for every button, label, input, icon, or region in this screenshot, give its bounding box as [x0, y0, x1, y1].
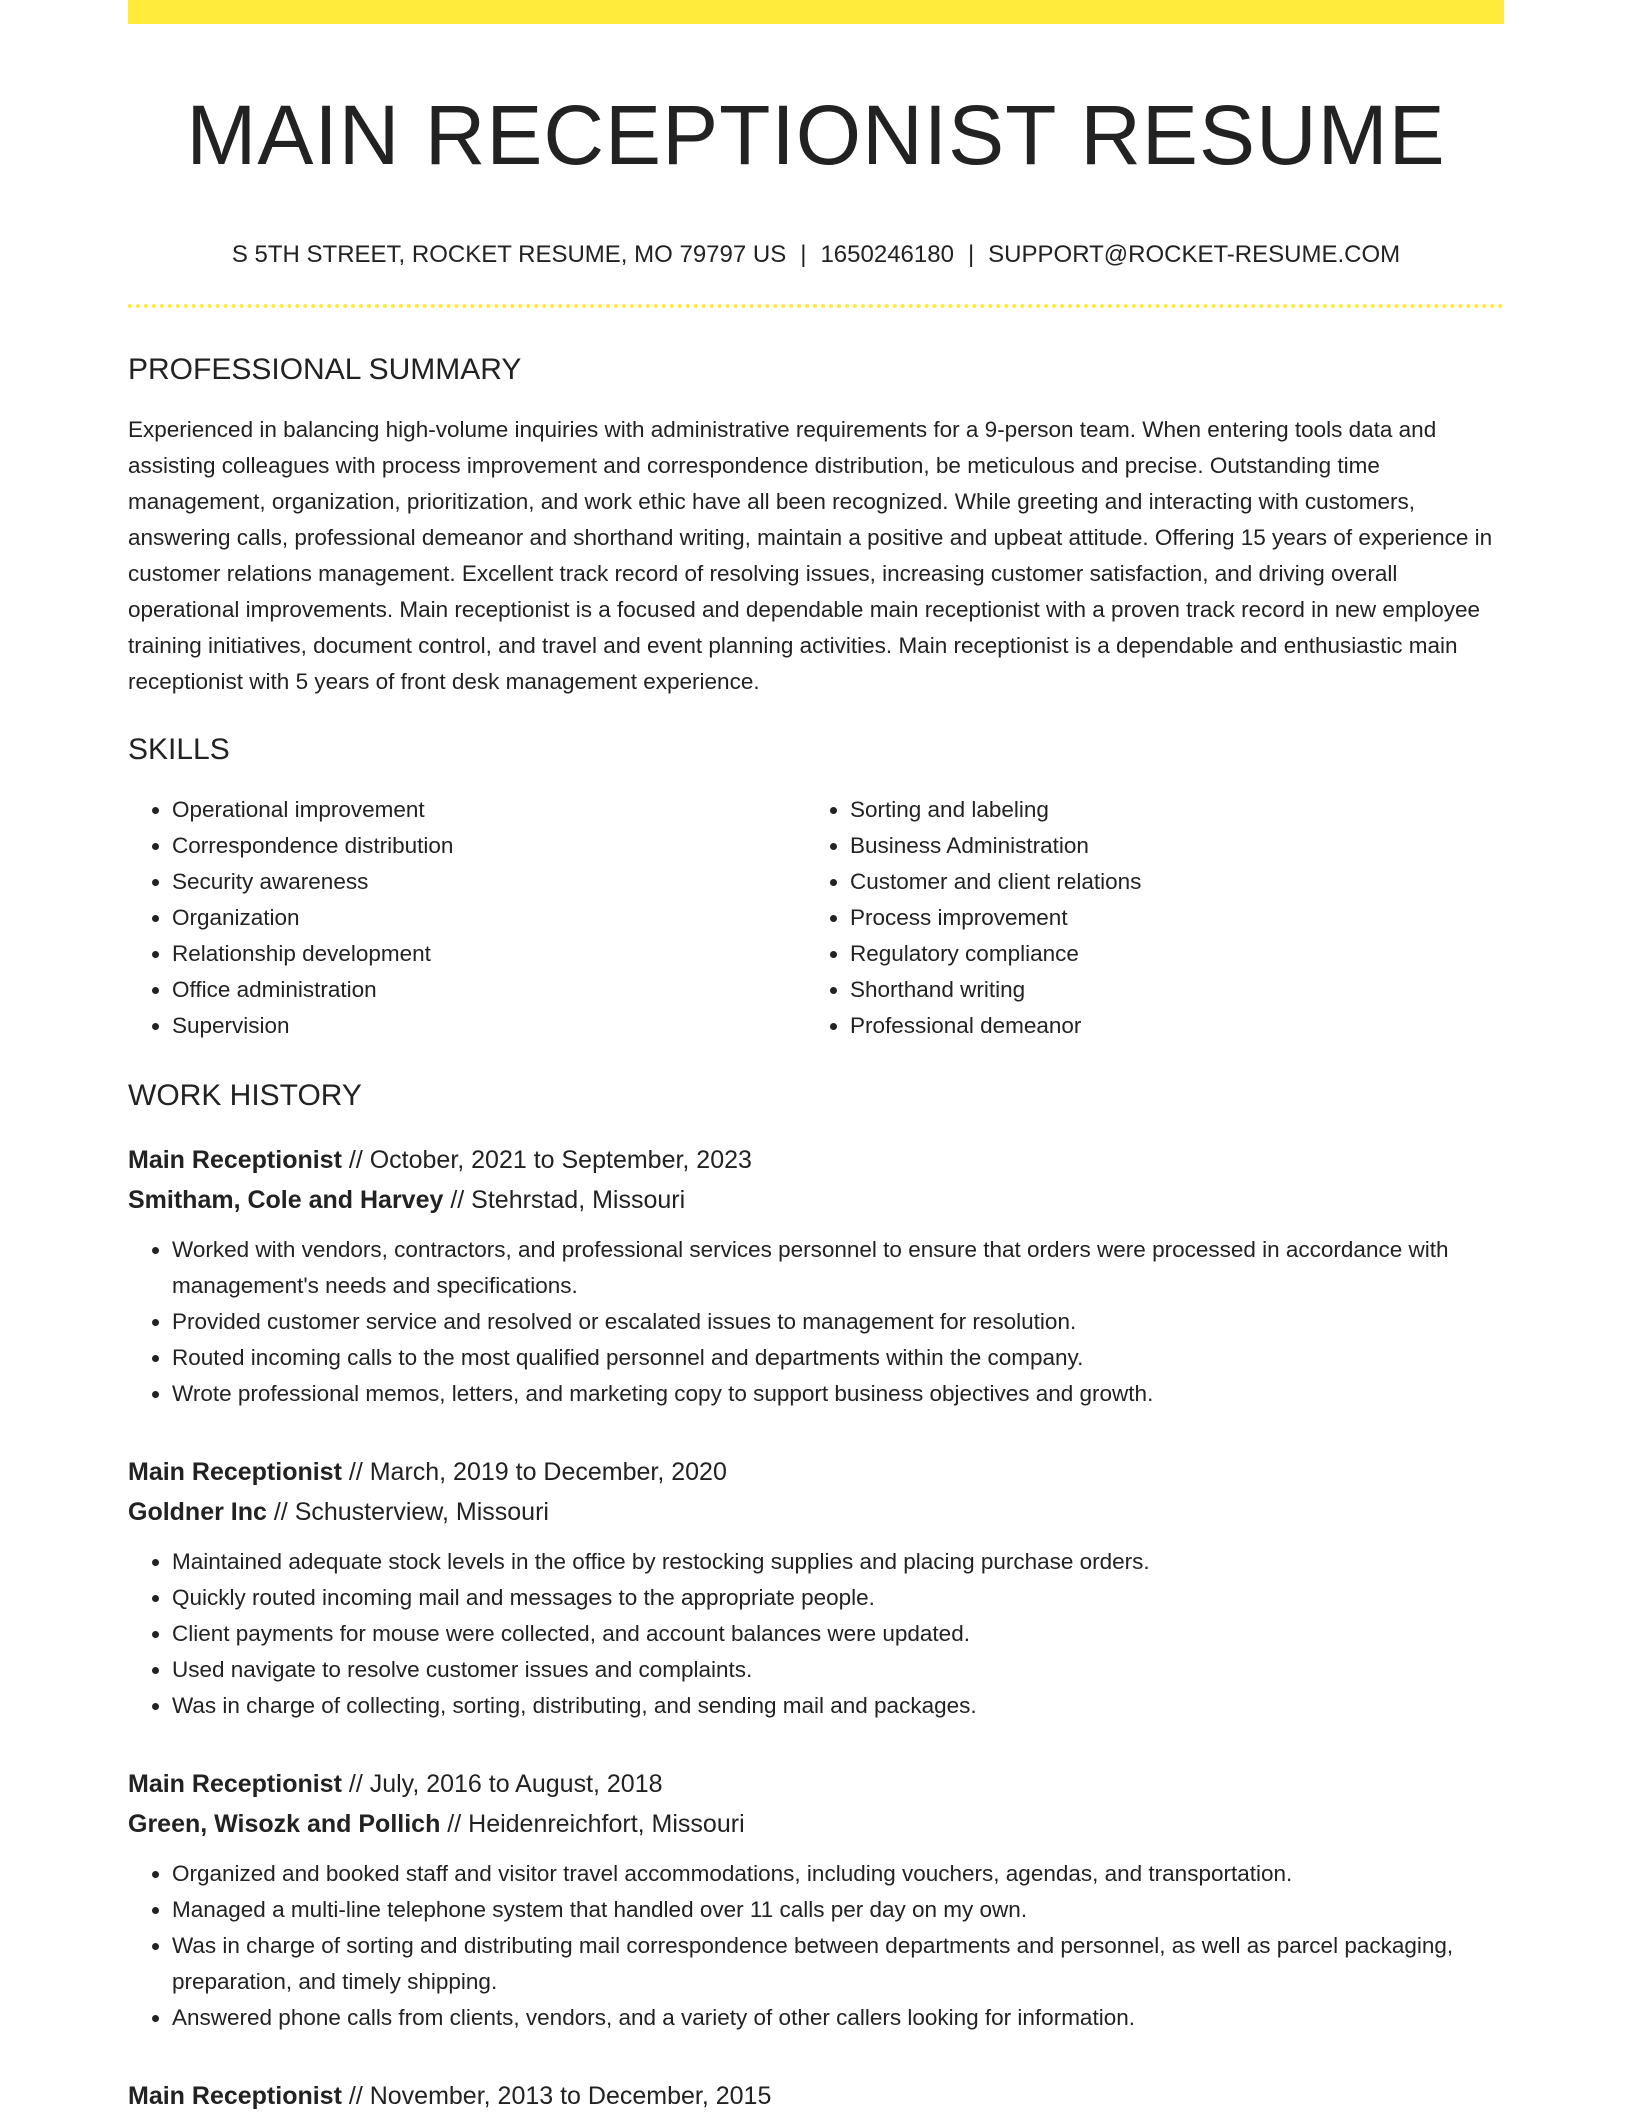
- job-title: Main Receptionist: [128, 2082, 342, 2110]
- accent-bar: [128, 0, 1504, 24]
- job-dates: // November, 2013 to December, 2015: [348, 2082, 772, 2110]
- job-duty-item: • Organized and booked staff and visitor travel accommodations, including vouchers, agendas, and transportation.: [172, 1856, 1504, 1892]
- job-duty-item: • Worked with vendors, contractors, and professional services personnel to ensure that orders were processed in accordance with management's needs and specifications.: [172, 1232, 1504, 1304]
- job-title: Main Receptionist: [128, 1458, 342, 1486]
- skill-item: • Correspondence distribution: [172, 828, 806, 864]
- job-title-line: [128, 1764, 1504, 1804]
- job-company-line: [128, 1492, 1504, 1532]
- job-dates: // October, 2021 to September, 2023: [348, 1146, 752, 1174]
- job-title-line: [128, 1452, 1504, 1492]
- skills-list: [128, 792, 1504, 1044]
- skill-item: • Security awareness: [172, 864, 806, 900]
- skill-item: • Professional demeanor: [850, 1008, 1484, 1044]
- job-entry: [128, 1140, 1504, 1412]
- job-duty-item: • Routed incoming calls to the most qualified personnel and departments within the company.: [172, 1340, 1504, 1376]
- resume-title: MAIN RECEPTIONIST RESUME: [186, 88, 1446, 182]
- skills-column-left: [128, 792, 806, 1044]
- job-dates: // March, 2019 to December, 2020: [348, 1458, 727, 1486]
- job-location: // Stehrstad, Missouri: [450, 1186, 686, 1214]
- skill-item: • Customer and client relations: [850, 864, 1484, 900]
- job-duty-item: • Managed a multi-line telephone system that handled over 11 calls per day on my own.: [172, 1892, 1504, 1928]
- job-duty-item: • Provided customer service and resolved or escalated issues to management for resolution.: [172, 1304, 1504, 1340]
- contact-line: [128, 240, 1504, 270]
- job-company: Smitham, Cole and Harvey: [128, 1186, 444, 1214]
- skills-column-right: [806, 792, 1484, 1044]
- job-duties: [128, 1232, 1504, 1412]
- job-title: Main Receptionist: [128, 1146, 342, 1174]
- skill-item: • Office administration: [172, 972, 806, 1008]
- skill-item: • Operational improvement: [172, 792, 806, 828]
- contact-email: SUPPORT@ROCKET-RESUME.COM: [988, 241, 1401, 268]
- resume-page: [128, 0, 1504, 2116]
- job-location: // Heidenreichfort, Missouri: [447, 1810, 745, 1838]
- skill-item: • Regulatory compliance: [850, 936, 1484, 972]
- job-duties: [128, 1544, 1504, 1724]
- summary-text: Experienced in balancing high-volume inquiries with administrative requirements for a 9-person team. When entering tools data and assisting colleagues with process improvement and correspondence distribution, be meticulous and precise. Outstanding time management, organization, prioritization, and work ethic have all been recognized. While greeting and interacting with customers, answering calls, professional demeanor and shorthand writing, maintain a positive and upbeat attitude. Offering 15 years of experience in customer relations management. Excellent track record of resolving issues, increasing customer satisfaction, and driving overall operational improvements. Main receptionist is a focused and dependable main receptionist with a proven track record in new employee training initiatives, document control, and travel and event planning activities. Main receptionist is a dependable and enthusiastic main receptionist with 5 years of front desk management experience.: [128, 417, 1493, 694]
- job-dates: // July, 2016 to August, 2018: [348, 1770, 663, 1798]
- dotted-divider: [128, 304, 1504, 308]
- job-title: Main Receptionist: [128, 1770, 342, 1798]
- job-company: Goldner Inc: [128, 1498, 267, 1526]
- job-duties: [128, 1856, 1504, 2036]
- job-duty-item: • Maintained adequate stock levels in the office by restocking supplies and placing purchase orders.: [172, 1544, 1504, 1580]
- contact-separator: |: [967, 241, 975, 268]
- skill-item: • Shorthand writing: [850, 972, 1484, 1008]
- contact-address: S 5TH STREET, ROCKET RESUME, MO 79797 US: [231, 241, 787, 268]
- job-duty-item: • Client payments for mouse were collected, and account balances were updated.: [172, 1616, 1504, 1652]
- job-company-line: [128, 1180, 1504, 1220]
- summary-heading: PROFESSIONAL SUMMARY: [128, 353, 522, 386]
- job-duty-item: • Used navigate to resolve customer issues and complaints.: [172, 1652, 1504, 1688]
- job-location: // Schusterview, Missouri: [273, 1498, 549, 1526]
- job-company-line: [128, 1804, 1504, 1844]
- skill-item: • Sorting and labeling: [850, 792, 1484, 828]
- job-entry: [128, 1452, 1504, 1724]
- skill-item: • Business Administration: [850, 828, 1484, 864]
- job-title-line: [128, 2076, 1504, 2116]
- work-history-list: [128, 1140, 1504, 2116]
- job-entry: [128, 2076, 1504, 2116]
- contact-phone: 1650246180: [820, 241, 954, 268]
- skill-item: • Process improvement: [850, 900, 1484, 936]
- job-duty-item: • Answered phone calls from clients, vendors, and a variety of other callers looking for information.: [172, 2000, 1504, 2036]
- skill-item: • Supervision: [172, 1008, 806, 1044]
- job-entry: [128, 1764, 1504, 2036]
- skill-item: • Organization: [172, 900, 806, 936]
- contact-separator: |: [800, 241, 807, 268]
- job-duty-item: • Wrote professional memos, letters, and marketing copy to support business objectives and growth.: [172, 1376, 1504, 1412]
- job-duty-item: • Was in charge of collecting, sorting, distributing, and sending mail and packages.: [172, 1688, 1504, 1724]
- skill-item: • Relationship development: [172, 936, 806, 972]
- job-company: Green, Wisozk and Pollich: [128, 1810, 441, 1838]
- job-title-line: [128, 1140, 1504, 1180]
- skills-heading: SKILLS: [128, 733, 230, 766]
- job-duty-item: • Quickly routed incoming mail and messages to the appropriate people.: [172, 1580, 1504, 1616]
- work-heading: WORK HISTORY: [128, 1079, 362, 1112]
- job-duty-item: • Was in charge of sorting and distributing mail correspondence between departments and personnel, as well as parcel packaging, preparation, and timely shipping.: [172, 1928, 1504, 2000]
